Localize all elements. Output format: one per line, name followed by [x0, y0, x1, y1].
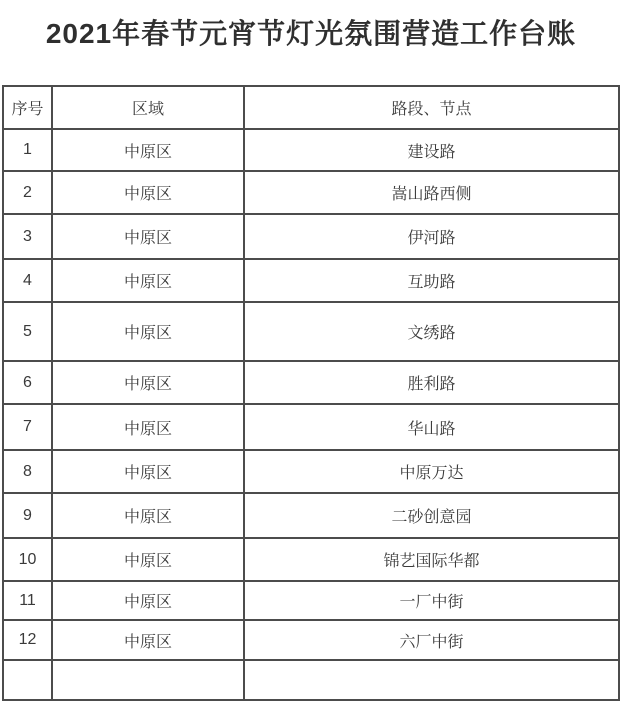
cell-index: 3 [3, 214, 52, 259]
cell-index: 8 [3, 450, 52, 493]
cell-road: 建设路 [244, 129, 619, 171]
cell-area: 中原区 [52, 620, 244, 660]
cell-area: 中原区 [52, 214, 244, 259]
table-row [3, 620, 619, 660]
cell-road: 华山路 [244, 404, 619, 450]
table-row [3, 538, 619, 581]
cell-area: 中原区 [52, 302, 244, 361]
cell-index: 2 [3, 171, 52, 214]
cell-area [52, 660, 244, 700]
table-row [3, 171, 619, 214]
work-ledger-table [2, 85, 620, 701]
column-header-index: 序号 [3, 86, 52, 129]
cell-index [3, 660, 52, 700]
table-row-partial [3, 660, 619, 700]
cell-index: 7 [3, 404, 52, 450]
cell-area: 中原区 [52, 361, 244, 404]
cell-road: 中原万达 [244, 450, 619, 493]
table-row [3, 493, 619, 538]
table-row [3, 214, 619, 259]
cell-area: 中原区 [52, 171, 244, 214]
cell-area: 中原区 [52, 538, 244, 581]
cell-index: 1 [3, 129, 52, 171]
table-row [3, 361, 619, 404]
table-row [3, 404, 619, 450]
cell-road: 锦艺国际华都 [244, 538, 619, 581]
cell-road: 嵩山路西侧 [244, 171, 619, 214]
table-row [3, 129, 619, 171]
cell-index: 11 [3, 581, 52, 620]
column-header-road: 路段、节点 [244, 86, 619, 129]
cell-index: 9 [3, 493, 52, 538]
cell-index: 10 [3, 538, 52, 581]
cell-road: 一厂中街 [244, 581, 619, 620]
table-row [3, 581, 619, 620]
page-title: 2021年春节元宵节灯光氛围营造工作台账 [45, 18, 577, 49]
table-header-row [3, 86, 619, 129]
column-header-area: 区域 [52, 86, 244, 129]
cell-area: 中原区 [52, 450, 244, 493]
table-row [3, 302, 619, 361]
cell-index: 4 [3, 259, 52, 302]
cell-index: 6 [3, 361, 52, 404]
cell-index: 5 [3, 302, 52, 361]
cell-area: 中原区 [52, 404, 244, 450]
cell-area: 中原区 [52, 581, 244, 620]
cell-road: 互助路 [244, 259, 619, 302]
table-row [3, 450, 619, 493]
cell-area: 中原区 [52, 493, 244, 538]
table-row [3, 259, 619, 302]
cell-road: 胜利路 [244, 361, 619, 404]
cell-index: 12 [3, 620, 52, 660]
cell-road: 伊河路 [244, 214, 619, 259]
cell-area: 中原区 [52, 259, 244, 302]
cell-road: 二砂创意园 [244, 493, 619, 538]
cell-road: 六厂中街 [244, 620, 619, 660]
cell-road [244, 660, 619, 700]
cell-road: 文绣路 [244, 302, 619, 361]
cell-area: 中原区 [52, 129, 244, 171]
